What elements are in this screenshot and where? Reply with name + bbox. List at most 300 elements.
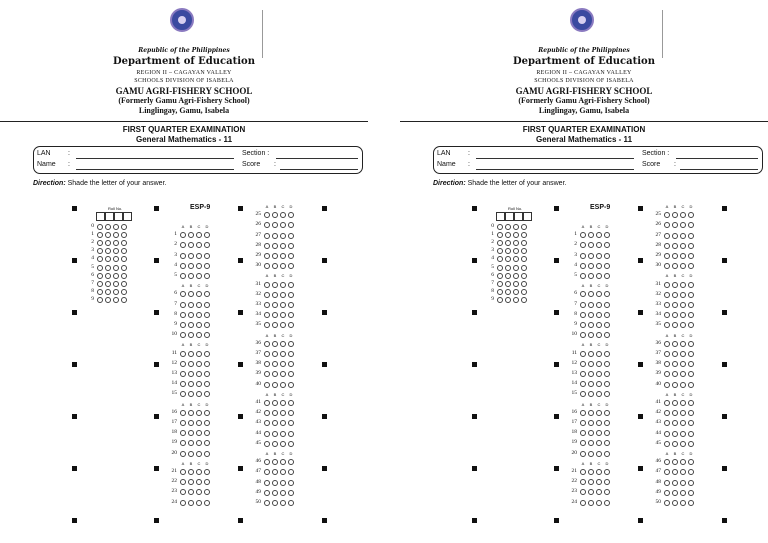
item-6-bubble-b[interactable] xyxy=(188,291,194,297)
item-22-bubble-b[interactable] xyxy=(588,479,594,485)
item-14-bubble-b[interactable] xyxy=(588,381,594,387)
item-1-bubble-b[interactable] xyxy=(188,232,194,238)
item-4-bubble-b[interactable] xyxy=(588,263,594,269)
roll-digit-bubble-c[interactable] xyxy=(113,289,119,295)
item-4-bubble-a[interactable] xyxy=(180,263,186,269)
roll-digit-bubble-d[interactable] xyxy=(521,289,527,295)
item-15-bubble-a[interactable] xyxy=(580,391,586,397)
item-28-bubble-c[interactable] xyxy=(280,243,286,249)
item-38-bubble-d[interactable] xyxy=(688,361,694,367)
section-field[interactable] xyxy=(276,158,358,159)
item-40-bubble-c[interactable] xyxy=(680,382,686,388)
roll-digit-bubble-a[interactable] xyxy=(497,297,503,303)
item-41-bubble-b[interactable] xyxy=(272,400,278,406)
item-12-bubble-d[interactable] xyxy=(204,361,210,367)
item-7-bubble-a[interactable] xyxy=(580,302,586,308)
item-40-bubble-c[interactable] xyxy=(280,382,286,388)
item-25-bubble-c[interactable] xyxy=(280,212,286,218)
lan-field[interactable] xyxy=(476,158,634,159)
item-8-bubble-a[interactable] xyxy=(580,312,586,318)
item-25-bubble-a[interactable] xyxy=(664,212,670,218)
item-44-bubble-a[interactable] xyxy=(264,431,270,437)
roll-digit-bubble-b[interactable] xyxy=(505,232,511,238)
item-13-bubble-b[interactable] xyxy=(188,371,194,377)
item-2-bubble-d[interactable] xyxy=(204,242,210,248)
item-47-bubble-d[interactable] xyxy=(688,469,694,475)
item-13-bubble-d[interactable] xyxy=(204,371,210,377)
item-23-bubble-a[interactable] xyxy=(580,489,586,495)
item-18-bubble-d[interactable] xyxy=(604,430,610,436)
item-4-bubble-a[interactable] xyxy=(580,263,586,269)
item-37-bubble-c[interactable] xyxy=(680,351,686,357)
item-16-bubble-c[interactable] xyxy=(196,410,202,416)
item-45-bubble-a[interactable] xyxy=(664,441,670,447)
item-2-bubble-b[interactable] xyxy=(188,242,194,248)
item-9-bubble-a[interactable] xyxy=(580,322,586,328)
item-21-bubble-d[interactable] xyxy=(204,469,210,475)
roll-digit-bubble-d[interactable] xyxy=(121,256,127,262)
item-29-bubble-c[interactable] xyxy=(280,253,286,259)
item-23-bubble-a[interactable] xyxy=(180,489,186,495)
item-24-bubble-a[interactable] xyxy=(580,500,586,506)
item-7-bubble-a[interactable] xyxy=(180,302,186,308)
roll-digit-bubble-c[interactable] xyxy=(113,232,119,238)
item-30-bubble-a[interactable] xyxy=(264,263,270,269)
item-1-bubble-d[interactable] xyxy=(204,232,210,238)
item-7-bubble-c[interactable] xyxy=(596,302,602,308)
item-26-bubble-c[interactable] xyxy=(680,222,686,228)
item-21-bubble-d[interactable] xyxy=(604,469,610,475)
item-34-bubble-c[interactable] xyxy=(680,312,686,318)
roll-digit-bubble-b[interactable] xyxy=(105,265,111,271)
item-25-bubble-b[interactable] xyxy=(272,212,278,218)
item-10-bubble-c[interactable] xyxy=(596,332,602,338)
item-27-bubble-b[interactable] xyxy=(272,233,278,239)
item-22-bubble-b[interactable] xyxy=(188,479,194,485)
item-37-bubble-a[interactable] xyxy=(264,351,270,357)
item-6-bubble-d[interactable] xyxy=(204,291,210,297)
roll-digit-bubble-c[interactable] xyxy=(513,232,519,238)
item-33-bubble-b[interactable] xyxy=(672,302,678,308)
item-17-bubble-c[interactable] xyxy=(196,420,202,426)
item-37-bubble-c[interactable] xyxy=(280,351,286,357)
roll-digit-bubble-d[interactable] xyxy=(521,248,527,254)
item-44-bubble-c[interactable] xyxy=(680,431,686,437)
item-24-bubble-c[interactable] xyxy=(596,500,602,506)
item-17-bubble-a[interactable] xyxy=(180,420,186,426)
item-46-bubble-b[interactable] xyxy=(272,459,278,465)
item-47-bubble-a[interactable] xyxy=(264,469,270,475)
item-40-bubble-b[interactable] xyxy=(272,382,278,388)
lan-field[interactable] xyxy=(76,158,234,159)
item-45-bubble-b[interactable] xyxy=(672,441,678,447)
roll-digit-bubble-c[interactable] xyxy=(513,256,519,262)
item-32-bubble-b[interactable] xyxy=(672,292,678,298)
item-40-bubble-d[interactable] xyxy=(288,382,294,388)
item-41-bubble-a[interactable] xyxy=(664,400,670,406)
roll-digit-bubble-a[interactable] xyxy=(497,273,503,279)
roll-digit-bubble-a[interactable] xyxy=(497,256,503,262)
name-field[interactable] xyxy=(76,169,234,170)
item-41-bubble-b[interactable] xyxy=(672,400,678,406)
item-12-bubble-c[interactable] xyxy=(596,361,602,367)
item-33-bubble-b[interactable] xyxy=(272,302,278,308)
item-32-bubble-a[interactable] xyxy=(264,292,270,298)
item-15-bubble-d[interactable] xyxy=(204,391,210,397)
item-31-bubble-a[interactable] xyxy=(264,282,270,288)
item-10-bubble-a[interactable] xyxy=(580,332,586,338)
item-32-bubble-d[interactable] xyxy=(688,292,694,298)
item-46-bubble-c[interactable] xyxy=(280,459,286,465)
item-41-bubble-c[interactable] xyxy=(280,400,286,406)
item-8-bubble-b[interactable] xyxy=(188,312,194,318)
item-50-bubble-d[interactable] xyxy=(288,500,294,506)
roll-digit-bubble-d[interactable] xyxy=(521,273,527,279)
item-17-bubble-b[interactable] xyxy=(588,420,594,426)
item-7-bubble-b[interactable] xyxy=(188,302,194,308)
item-28-bubble-b[interactable] xyxy=(672,243,678,249)
item-11-bubble-d[interactable] xyxy=(204,351,210,357)
item-45-bubble-c[interactable] xyxy=(680,441,686,447)
item-32-bubble-a[interactable] xyxy=(664,292,670,298)
item-48-bubble-a[interactable] xyxy=(664,480,670,486)
item-8-bubble-c[interactable] xyxy=(596,312,602,318)
item-10-bubble-c[interactable] xyxy=(196,332,202,338)
roll-digit-bubble-b[interactable] xyxy=(505,265,511,271)
item-44-bubble-a[interactable] xyxy=(664,431,670,437)
roll-digit-bubble-b[interactable] xyxy=(505,256,511,262)
item-36-bubble-a[interactable] xyxy=(664,341,670,347)
roll-digit-bubble-a[interactable] xyxy=(97,281,103,287)
item-16-bubble-c[interactable] xyxy=(596,410,602,416)
item-3-bubble-b[interactable] xyxy=(588,253,594,259)
roll-digit-bubble-c[interactable] xyxy=(113,265,119,271)
item-5-bubble-a[interactable] xyxy=(580,273,586,279)
item-50-bubble-b[interactable] xyxy=(272,500,278,506)
roll-number-box[interactable] xyxy=(96,212,105,221)
roll-digit-bubble-b[interactable] xyxy=(505,273,511,279)
roll-number-box[interactable] xyxy=(505,212,514,221)
item-43-bubble-b[interactable] xyxy=(272,420,278,426)
item-4-bubble-c[interactable] xyxy=(596,263,602,269)
item-42-bubble-a[interactable] xyxy=(664,410,670,416)
roll-digit-bubble-d[interactable] xyxy=(121,297,127,303)
roll-digit-bubble-c[interactable] xyxy=(113,273,119,279)
item-10-bubble-d[interactable] xyxy=(204,332,210,338)
item-49-bubble-d[interactable] xyxy=(688,490,694,496)
item-17-bubble-d[interactable] xyxy=(604,420,610,426)
item-13-bubble-c[interactable] xyxy=(596,371,602,377)
item-11-bubble-c[interactable] xyxy=(596,351,602,357)
item-8-bubble-b[interactable] xyxy=(588,312,594,318)
item-39-bubble-c[interactable] xyxy=(280,371,286,377)
roll-digit-bubble-a[interactable] xyxy=(97,265,103,271)
item-44-bubble-d[interactable] xyxy=(688,431,694,437)
item-24-bubble-d[interactable] xyxy=(604,500,610,506)
item-25-bubble-d[interactable] xyxy=(288,212,294,218)
roll-digit-bubble-a[interactable] xyxy=(97,224,103,230)
item-45-bubble-b[interactable] xyxy=(272,441,278,447)
item-16-bubble-d[interactable] xyxy=(204,410,210,416)
item-30-bubble-c[interactable] xyxy=(680,263,686,269)
item-50-bubble-c[interactable] xyxy=(680,500,686,506)
item-13-bubble-c[interactable] xyxy=(196,371,202,377)
roll-digit-bubble-a[interactable] xyxy=(97,256,103,262)
item-21-bubble-a[interactable] xyxy=(180,469,186,475)
item-3-bubble-c[interactable] xyxy=(196,253,202,259)
item-10-bubble-b[interactable] xyxy=(188,332,194,338)
item-29-bubble-b[interactable] xyxy=(272,253,278,259)
item-12-bubble-c[interactable] xyxy=(196,361,202,367)
item-27-bubble-b[interactable] xyxy=(672,233,678,239)
item-2-bubble-b[interactable] xyxy=(588,242,594,248)
item-33-bubble-d[interactable] xyxy=(688,302,694,308)
item-23-bubble-d[interactable] xyxy=(204,489,210,495)
item-5-bubble-d[interactable] xyxy=(204,273,210,279)
item-50-bubble-d[interactable] xyxy=(688,500,694,506)
roll-digit-bubble-c[interactable] xyxy=(513,297,519,303)
item-36-bubble-d[interactable] xyxy=(688,341,694,347)
item-46-bubble-b[interactable] xyxy=(672,459,678,465)
item-41-bubble-a[interactable] xyxy=(264,400,270,406)
item-30-bubble-a[interactable] xyxy=(664,263,670,269)
item-13-bubble-a[interactable] xyxy=(580,371,586,377)
item-20-bubble-d[interactable] xyxy=(604,451,610,457)
item-45-bubble-a[interactable] xyxy=(264,441,270,447)
item-9-bubble-a[interactable] xyxy=(180,322,186,328)
item-36-bubble-b[interactable] xyxy=(672,341,678,347)
roll-digit-bubble-c[interactable] xyxy=(513,248,519,254)
item-4-bubble-d[interactable] xyxy=(204,263,210,269)
item-14-bubble-c[interactable] xyxy=(596,381,602,387)
item-27-bubble-d[interactable] xyxy=(288,233,294,239)
item-22-bubble-a[interactable] xyxy=(580,479,586,485)
item-36-bubble-c[interactable] xyxy=(280,341,286,347)
item-41-bubble-d[interactable] xyxy=(288,400,294,406)
item-50-bubble-b[interactable] xyxy=(672,500,678,506)
item-40-bubble-a[interactable] xyxy=(664,382,670,388)
item-35-bubble-d[interactable] xyxy=(688,322,694,328)
item-4-bubble-c[interactable] xyxy=(196,263,202,269)
item-34-bubble-d[interactable] xyxy=(288,312,294,318)
item-20-bubble-b[interactable] xyxy=(588,451,594,457)
item-38-bubble-c[interactable] xyxy=(280,361,286,367)
item-5-bubble-a[interactable] xyxy=(180,273,186,279)
item-37-bubble-a[interactable] xyxy=(664,351,670,357)
roll-number-box[interactable] xyxy=(105,212,114,221)
item-9-bubble-c[interactable] xyxy=(596,322,602,328)
roll-digit-bubble-a[interactable] xyxy=(497,265,503,271)
item-40-bubble-a[interactable] xyxy=(264,382,270,388)
item-20-bubble-d[interactable] xyxy=(204,451,210,457)
item-46-bubble-a[interactable] xyxy=(664,459,670,465)
roll-digit-bubble-a[interactable] xyxy=(497,240,503,246)
roll-digit-bubble-b[interactable] xyxy=(505,240,511,246)
item-22-bubble-d[interactable] xyxy=(604,479,610,485)
item-18-bubble-b[interactable] xyxy=(188,430,194,436)
item-17-bubble-a[interactable] xyxy=(580,420,586,426)
item-21-bubble-c[interactable] xyxy=(596,469,602,475)
score-field[interactable] xyxy=(280,169,358,170)
item-6-bubble-c[interactable] xyxy=(596,291,602,297)
item-31-bubble-c[interactable] xyxy=(680,282,686,288)
item-29-bubble-b[interactable] xyxy=(672,253,678,259)
item-8-bubble-d[interactable] xyxy=(204,312,210,318)
item-29-bubble-c[interactable] xyxy=(680,253,686,259)
item-14-bubble-d[interactable] xyxy=(204,381,210,387)
item-17-bubble-c[interactable] xyxy=(596,420,602,426)
item-49-bubble-b[interactable] xyxy=(272,490,278,496)
item-11-bubble-a[interactable] xyxy=(180,351,186,357)
item-12-bubble-d[interactable] xyxy=(604,361,610,367)
item-45-bubble-c[interactable] xyxy=(280,441,286,447)
item-9-bubble-c[interactable] xyxy=(196,322,202,328)
item-19-bubble-b[interactable] xyxy=(188,440,194,446)
item-3-bubble-a[interactable] xyxy=(580,253,586,259)
item-4-bubble-b[interactable] xyxy=(188,263,194,269)
roll-digit-bubble-d[interactable] xyxy=(521,240,527,246)
item-42-bubble-a[interactable] xyxy=(264,410,270,416)
roll-digit-bubble-b[interactable] xyxy=(505,297,511,303)
roll-digit-bubble-a[interactable] xyxy=(497,281,503,287)
item-1-bubble-a[interactable] xyxy=(580,232,586,238)
roll-digit-bubble-c[interactable] xyxy=(113,281,119,287)
item-3-bubble-a[interactable] xyxy=(180,253,186,259)
item-48-bubble-d[interactable] xyxy=(288,480,294,486)
item-48-bubble-b[interactable] xyxy=(672,480,678,486)
item-12-bubble-b[interactable] xyxy=(188,361,194,367)
roll-digit-bubble-d[interactable] xyxy=(121,240,127,246)
item-16-bubble-a[interactable] xyxy=(180,410,186,416)
item-32-bubble-c[interactable] xyxy=(280,292,286,298)
item-45-bubble-d[interactable] xyxy=(288,441,294,447)
item-24-bubble-a[interactable] xyxy=(180,500,186,506)
item-18-bubble-a[interactable] xyxy=(580,430,586,436)
item-28-bubble-a[interactable] xyxy=(664,243,670,249)
item-43-bubble-a[interactable] xyxy=(664,420,670,426)
item-47-bubble-b[interactable] xyxy=(672,469,678,475)
item-1-bubble-d[interactable] xyxy=(604,232,610,238)
roll-number-box[interactable] xyxy=(114,212,123,221)
roll-digit-bubble-a[interactable] xyxy=(97,289,103,295)
item-43-bubble-c[interactable] xyxy=(680,420,686,426)
item-23-bubble-c[interactable] xyxy=(196,489,202,495)
item-25-bubble-c[interactable] xyxy=(680,212,686,218)
roll-digit-bubble-c[interactable] xyxy=(113,240,119,246)
item-28-bubble-d[interactable] xyxy=(688,243,694,249)
item-31-bubble-c[interactable] xyxy=(280,282,286,288)
item-36-bubble-a[interactable] xyxy=(264,341,270,347)
item-21-bubble-b[interactable] xyxy=(188,469,194,475)
item-37-bubble-b[interactable] xyxy=(272,351,278,357)
item-38-bubble-b[interactable] xyxy=(672,361,678,367)
roll-digit-bubble-a[interactable] xyxy=(497,289,503,295)
item-27-bubble-a[interactable] xyxy=(664,233,670,239)
item-37-bubble-d[interactable] xyxy=(288,351,294,357)
item-26-bubble-b[interactable] xyxy=(672,222,678,228)
item-39-bubble-a[interactable] xyxy=(664,371,670,377)
item-19-bubble-b[interactable] xyxy=(588,440,594,446)
item-1-bubble-b[interactable] xyxy=(588,232,594,238)
item-2-bubble-c[interactable] xyxy=(196,242,202,248)
item-48-bubble-c[interactable] xyxy=(280,480,286,486)
item-35-bubble-c[interactable] xyxy=(280,322,286,328)
item-12-bubble-b[interactable] xyxy=(588,361,594,367)
roll-digit-bubble-c[interactable] xyxy=(513,281,519,287)
item-26-bubble-d[interactable] xyxy=(288,222,294,228)
item-29-bubble-a[interactable] xyxy=(664,253,670,259)
item-30-bubble-d[interactable] xyxy=(688,263,694,269)
item-13-bubble-d[interactable] xyxy=(604,371,610,377)
item-45-bubble-d[interactable] xyxy=(688,441,694,447)
item-43-bubble-a[interactable] xyxy=(264,420,270,426)
item-35-bubble-a[interactable] xyxy=(664,322,670,328)
item-16-bubble-a[interactable] xyxy=(580,410,586,416)
item-49-bubble-a[interactable] xyxy=(664,490,670,496)
item-31-bubble-d[interactable] xyxy=(688,282,694,288)
roll-digit-bubble-d[interactable] xyxy=(121,265,127,271)
roll-digit-bubble-d[interactable] xyxy=(521,232,527,238)
item-49-bubble-d[interactable] xyxy=(288,490,294,496)
roll-digit-bubble-b[interactable] xyxy=(105,289,111,295)
item-27-bubble-c[interactable] xyxy=(680,233,686,239)
item-46-bubble-d[interactable] xyxy=(288,459,294,465)
item-13-bubble-b[interactable] xyxy=(588,371,594,377)
roll-digit-bubble-a[interactable] xyxy=(97,240,103,246)
roll-digit-bubble-a[interactable] xyxy=(497,224,503,230)
item-19-bubble-a[interactable] xyxy=(580,440,586,446)
roll-number-box[interactable] xyxy=(523,212,532,221)
roll-digit-bubble-d[interactable] xyxy=(521,297,527,303)
item-25-bubble-a[interactable] xyxy=(264,212,270,218)
item-8-bubble-d[interactable] xyxy=(604,312,610,318)
roll-digit-bubble-c[interactable] xyxy=(513,289,519,295)
roll-digit-bubble-c[interactable] xyxy=(513,265,519,271)
item-34-bubble-a[interactable] xyxy=(264,312,270,318)
item-38-bubble-b[interactable] xyxy=(272,361,278,367)
roll-digit-bubble-b[interactable] xyxy=(105,240,111,246)
item-43-bubble-c[interactable] xyxy=(280,420,286,426)
item-39-bubble-d[interactable] xyxy=(688,371,694,377)
item-5-bubble-c[interactable] xyxy=(596,273,602,279)
item-22-bubble-a[interactable] xyxy=(180,479,186,485)
item-33-bubble-a[interactable] xyxy=(664,302,670,308)
item-28-bubble-d[interactable] xyxy=(288,243,294,249)
item-5-bubble-c[interactable] xyxy=(196,273,202,279)
item-22-bubble-c[interactable] xyxy=(196,479,202,485)
item-6-bubble-a[interactable] xyxy=(580,291,586,297)
item-36-bubble-c[interactable] xyxy=(680,341,686,347)
item-1-bubble-c[interactable] xyxy=(596,232,602,238)
item-40-bubble-d[interactable] xyxy=(688,382,694,388)
item-14-bubble-c[interactable] xyxy=(196,381,202,387)
roll-digit-bubble-b[interactable] xyxy=(105,232,111,238)
roll-digit-bubble-b[interactable] xyxy=(105,297,111,303)
item-21-bubble-a[interactable] xyxy=(580,469,586,475)
item-41-bubble-d[interactable] xyxy=(688,400,694,406)
item-18-bubble-c[interactable] xyxy=(196,430,202,436)
item-28-bubble-a[interactable] xyxy=(264,243,270,249)
item-19-bubble-c[interactable] xyxy=(196,440,202,446)
item-1-bubble-c[interactable] xyxy=(196,232,202,238)
roll-digit-bubble-a[interactable] xyxy=(97,297,103,303)
item-50-bubble-a[interactable] xyxy=(264,500,270,506)
item-40-bubble-b[interactable] xyxy=(672,382,678,388)
item-34-bubble-a[interactable] xyxy=(664,312,670,318)
item-6-bubble-d[interactable] xyxy=(604,291,610,297)
item-49-bubble-c[interactable] xyxy=(280,490,286,496)
item-19-bubble-c[interactable] xyxy=(596,440,602,446)
